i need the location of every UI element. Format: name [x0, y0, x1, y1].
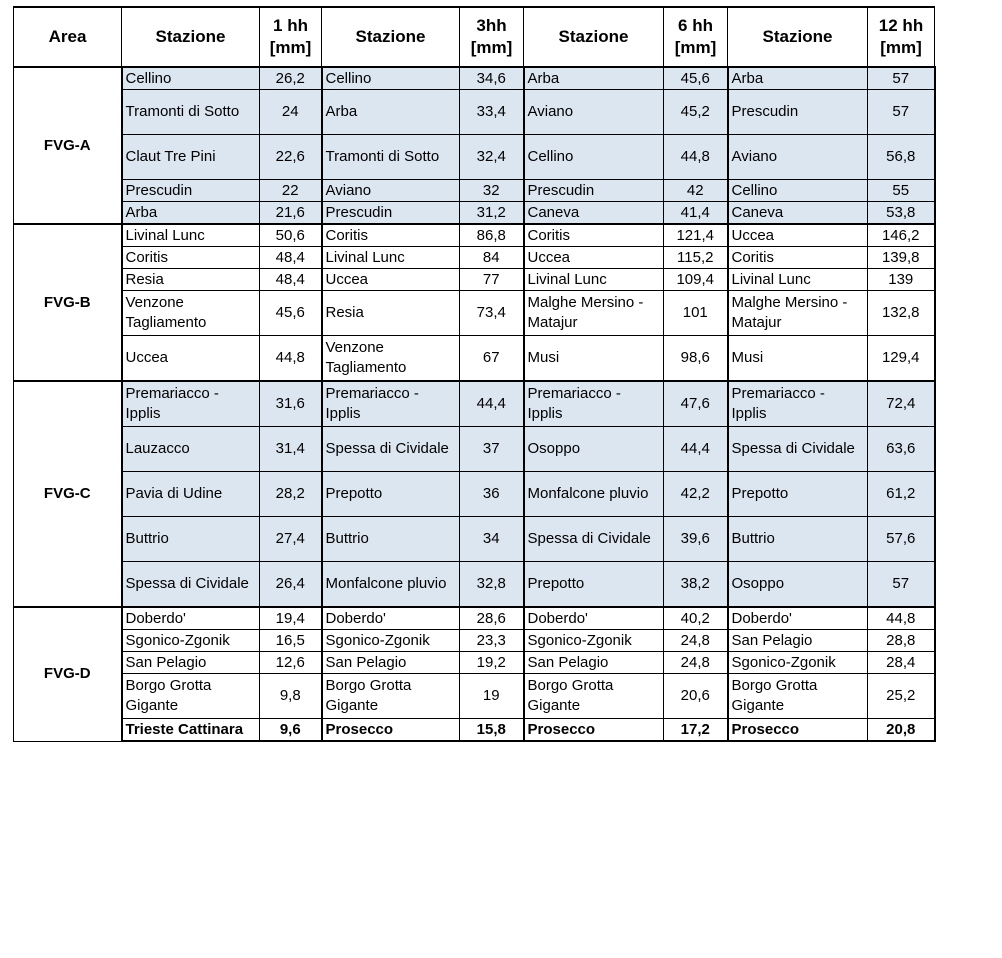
- station-name: Buttrio: [322, 517, 460, 562]
- station-name: Borgo Grotta Gigante: [728, 674, 868, 719]
- table-row: [14, 427, 935, 472]
- rainfall-value: 34: [460, 517, 524, 562]
- table-row: [14, 719, 935, 742]
- station-name: Livinal Lunc: [122, 224, 260, 247]
- station-name: Premariacco - Ipplis: [728, 381, 868, 427]
- table-row: [14, 381, 935, 427]
- rainfall-value: 20,8: [868, 719, 935, 742]
- rainfall-value: 15,8: [460, 719, 524, 742]
- station-name: Cellino: [322, 67, 460, 90]
- rainfall-value: 55: [868, 180, 935, 202]
- header-station-12h: Stazione: [728, 7, 868, 67]
- area-label: FVG-C: [14, 381, 122, 607]
- header-1hh-line1: 1 hh: [273, 16, 308, 35]
- rainfall-value: 121,4: [664, 224, 728, 247]
- rainfall-value: 28,2: [260, 472, 322, 517]
- table-row: [14, 652, 935, 674]
- table-row: [14, 224, 935, 247]
- station-name: Arba: [122, 202, 260, 225]
- table-row: [14, 562, 935, 608]
- station-name: Doberdo': [322, 607, 460, 630]
- rainfall-value: 44,8: [260, 336, 322, 382]
- station-name: Prosecco: [728, 719, 868, 742]
- station-name: San Pelagio: [524, 652, 664, 674]
- rainfall-value: 26,4: [260, 562, 322, 608]
- table-row: [14, 90, 935, 135]
- rainfall-value: 48,4: [260, 247, 322, 269]
- header-6hh: [664, 7, 728, 67]
- rainfall-value: 44,8: [664, 135, 728, 180]
- station-name: Trieste Cattinara: [122, 719, 260, 742]
- station-name: Prosecco: [322, 719, 460, 742]
- station-name: Coritis: [322, 224, 460, 247]
- header-6hh-line1: 6 hh: [678, 16, 713, 35]
- rainfall-value: 32,8: [460, 562, 524, 608]
- station-name: Prepotto: [728, 472, 868, 517]
- station-name: Cellino: [728, 180, 868, 202]
- station-name: Spessa di Cividale: [524, 517, 664, 562]
- station-name: Livinal Lunc: [322, 247, 460, 269]
- station-name: Aviano: [524, 90, 664, 135]
- rainfall-value: 44,4: [664, 427, 728, 472]
- rainfall-value: 57: [868, 67, 935, 90]
- rainfall-value: 44,8: [868, 607, 935, 630]
- rainfall-value: 20,6: [664, 674, 728, 719]
- area-label: FVG-A: [14, 67, 122, 224]
- station-name: Arba: [524, 67, 664, 90]
- rainfall-value: 24,8: [664, 630, 728, 652]
- rainfall-value: 61,2: [868, 472, 935, 517]
- station-name: Malghe Mersino - Matajur: [728, 291, 868, 336]
- table-row: [14, 202, 935, 225]
- station-name: Pavia di Udine: [122, 472, 260, 517]
- station-name: Uccea: [322, 269, 460, 291]
- rainfall-value: 56,8: [868, 135, 935, 180]
- table-row: [14, 674, 935, 719]
- rainfall-value: 44,4: [460, 381, 524, 427]
- station-name: Livinal Lunc: [524, 269, 664, 291]
- rainfall-ranking-table: [13, 6, 936, 742]
- rainfall-value: 31,4: [260, 427, 322, 472]
- rainfall-value: 25,2: [868, 674, 935, 719]
- rainfall-value: 42: [664, 180, 728, 202]
- area-label: FVG-D: [14, 607, 122, 741]
- station-name: Malghe Mersino - Matajur: [524, 291, 664, 336]
- table-row: [14, 607, 935, 630]
- station-name: Doberdo': [524, 607, 664, 630]
- header-area: Area: [14, 7, 122, 67]
- rainfall-value: 22,6: [260, 135, 322, 180]
- table-row: [14, 67, 935, 90]
- station-name: Doberdo': [122, 607, 260, 630]
- station-name: Sgonico-Zgonik: [524, 630, 664, 652]
- rainfall-value: 40,2: [664, 607, 728, 630]
- station-name: Borgo Grotta Gigante: [524, 674, 664, 719]
- station-name: Prosecco: [524, 719, 664, 742]
- rainfall-value: 24,8: [664, 652, 728, 674]
- table-row: [14, 269, 935, 291]
- rainfall-value: 9,6: [260, 719, 322, 742]
- rainfall-value: 27,4: [260, 517, 322, 562]
- station-name: Prescudin: [524, 180, 664, 202]
- station-name: Cellino: [122, 67, 260, 90]
- station-name: Caneva: [524, 202, 664, 225]
- station-name: Musi: [728, 336, 868, 382]
- station-name: Sgonico-Zgonik: [728, 652, 868, 674]
- station-name: Prescudin: [728, 90, 868, 135]
- station-name: Spessa di Cividale: [122, 562, 260, 608]
- station-name: Claut Tre Pini: [122, 135, 260, 180]
- rainfall-value: 48,4: [260, 269, 322, 291]
- rainfall-value: 19,4: [260, 607, 322, 630]
- header-3hh: [460, 7, 524, 67]
- rainfall-value: 101: [664, 291, 728, 336]
- station-name: Uccea: [728, 224, 868, 247]
- table-row: [14, 472, 935, 517]
- header-12hh-line2: [mm]: [880, 38, 922, 57]
- rainfall-value: 86,8: [460, 224, 524, 247]
- rainfall-value: 9,8: [260, 674, 322, 719]
- rainfall-value: 57: [868, 562, 935, 608]
- rainfall-value: 73,4: [460, 291, 524, 336]
- station-name: Premariacco - Ipplis: [122, 381, 260, 427]
- rainfall-value: 139,8: [868, 247, 935, 269]
- station-name: Spessa di Cividale: [728, 427, 868, 472]
- table-row: [14, 180, 935, 202]
- station-name: Livinal Lunc: [728, 269, 868, 291]
- station-name: Buttrio: [122, 517, 260, 562]
- station-name: Osoppo: [728, 562, 868, 608]
- rainfall-value: 22: [260, 180, 322, 202]
- station-name: Prepotto: [322, 472, 460, 517]
- header-3hh-line2: [mm]: [470, 38, 513, 57]
- station-name: Prescudin: [122, 180, 260, 202]
- station-name: Coritis: [728, 247, 868, 269]
- rainfall-value: 28,8: [868, 630, 935, 652]
- station-name: Prescudin: [322, 202, 460, 225]
- station-name: San Pelagio: [728, 630, 868, 652]
- station-name: Coritis: [524, 224, 664, 247]
- header-station-1h: Stazione: [122, 7, 260, 67]
- rainfall-value: 50,6: [260, 224, 322, 247]
- table-row: [14, 135, 935, 180]
- rainfall-value: 31,6: [260, 381, 322, 427]
- rainfall-value: 28,6: [460, 607, 524, 630]
- station-name: San Pelagio: [322, 652, 460, 674]
- rainfall-value: 57,6: [868, 517, 935, 562]
- header-1hh-line2: [mm]: [269, 38, 312, 57]
- header-station-6h: Stazione: [524, 7, 664, 67]
- rainfall-value: 28,4: [868, 652, 935, 674]
- rainfall-value: 72,4: [868, 381, 935, 427]
- station-name: Tramonti di Sotto: [322, 135, 460, 180]
- header-12hh-line1: 12 hh: [878, 16, 924, 35]
- station-name: Doberdo': [728, 607, 868, 630]
- rainfall-value: 33,4: [460, 90, 524, 135]
- station-name: Premariacco - Ipplis: [524, 381, 664, 427]
- rainfall-value: 24: [260, 90, 322, 135]
- rainfall-value: 45,2: [664, 90, 728, 135]
- rainfall-value: 32,4: [460, 135, 524, 180]
- header-3hh-line1: 3hh: [476, 16, 507, 35]
- station-name: Uccea: [524, 247, 664, 269]
- rainfall-value: 42,2: [664, 472, 728, 517]
- rainfall-value: 98,6: [664, 336, 728, 382]
- rainfall-value: 36: [460, 472, 524, 517]
- table-row: [14, 517, 935, 562]
- rainfall-value: 23,3: [460, 630, 524, 652]
- station-name: Arba: [322, 90, 460, 135]
- station-name: Spessa di Cividale: [322, 427, 460, 472]
- rainfall-value: 109,4: [664, 269, 728, 291]
- rainfall-value: 47,6: [664, 381, 728, 427]
- table-row: [14, 247, 935, 269]
- station-name: Musi: [524, 336, 664, 382]
- rainfall-value: 115,2: [664, 247, 728, 269]
- station-name: Venzone Tagliamento: [322, 336, 460, 382]
- header-6hh-line2: [mm]: [674, 38, 717, 57]
- rainfall-value: 26,2: [260, 67, 322, 90]
- station-name: Monfalcone pluvio: [322, 562, 460, 608]
- station-name: San Pelagio: [122, 652, 260, 674]
- station-name: Aviano: [322, 180, 460, 202]
- header-12hh: [868, 7, 935, 67]
- station-name: Lauzacco: [122, 427, 260, 472]
- station-name: Buttrio: [728, 517, 868, 562]
- station-name: Tramonti di Sotto: [122, 90, 260, 135]
- rainfall-value: 41,4: [664, 202, 728, 225]
- rainfall-value: 57: [868, 90, 935, 135]
- rainfall-value: 139: [868, 269, 935, 291]
- rainfall-value: 63,6: [868, 427, 935, 472]
- rainfall-value: 53,8: [868, 202, 935, 225]
- rainfall-value: 31,2: [460, 202, 524, 225]
- rainfall-value: 34,6: [460, 67, 524, 90]
- station-name: Resia: [322, 291, 460, 336]
- station-name: Premariacco - Ipplis: [322, 381, 460, 427]
- station-name: Prepotto: [524, 562, 664, 608]
- table-row: [14, 291, 935, 336]
- area-label: FVG-B: [14, 224, 122, 381]
- rainfall-value: 19,2: [460, 652, 524, 674]
- rainfall-value: 16,5: [260, 630, 322, 652]
- rainfall-value: 12,6: [260, 652, 322, 674]
- rainfall-value: 38,2: [664, 562, 728, 608]
- rainfall-value: 17,2: [664, 719, 728, 742]
- station-name: Venzone Tagliamento: [122, 291, 260, 336]
- rainfall-value: 77: [460, 269, 524, 291]
- table-body: [14, 67, 935, 741]
- table-row: [14, 630, 935, 652]
- station-name: Borgo Grotta Gigante: [122, 674, 260, 719]
- table-row: [14, 336, 935, 382]
- station-name: Osoppo: [524, 427, 664, 472]
- station-name: Caneva: [728, 202, 868, 225]
- station-name: Sgonico-Zgonik: [322, 630, 460, 652]
- station-name: Arba: [728, 67, 868, 90]
- station-name: Uccea: [122, 336, 260, 382]
- table-header: [14, 7, 935, 67]
- station-name: Aviano: [728, 135, 868, 180]
- rainfall-value: 129,4: [868, 336, 935, 382]
- rainfall-value: 132,8: [868, 291, 935, 336]
- station-name: Borgo Grotta Gigante: [322, 674, 460, 719]
- rainfall-value: 67: [460, 336, 524, 382]
- header-station-3h: Stazione: [322, 7, 460, 67]
- rainfall-value: 21,6: [260, 202, 322, 225]
- header-1hh: [260, 7, 322, 67]
- rainfall-value: 39,6: [664, 517, 728, 562]
- station-name: Coritis: [122, 247, 260, 269]
- station-name: Cellino: [524, 135, 664, 180]
- rainfall-value: 19: [460, 674, 524, 719]
- rainfall-value: 146,2: [868, 224, 935, 247]
- station-name: Monfalcone pluvio: [524, 472, 664, 517]
- station-name: Resia: [122, 269, 260, 291]
- rainfall-value: 37: [460, 427, 524, 472]
- rainfall-value: 45,6: [260, 291, 322, 336]
- rainfall-value: 84: [460, 247, 524, 269]
- rainfall-value: 45,6: [664, 67, 728, 90]
- rainfall-value: 32: [460, 180, 524, 202]
- station-name: Sgonico-Zgonik: [122, 630, 260, 652]
